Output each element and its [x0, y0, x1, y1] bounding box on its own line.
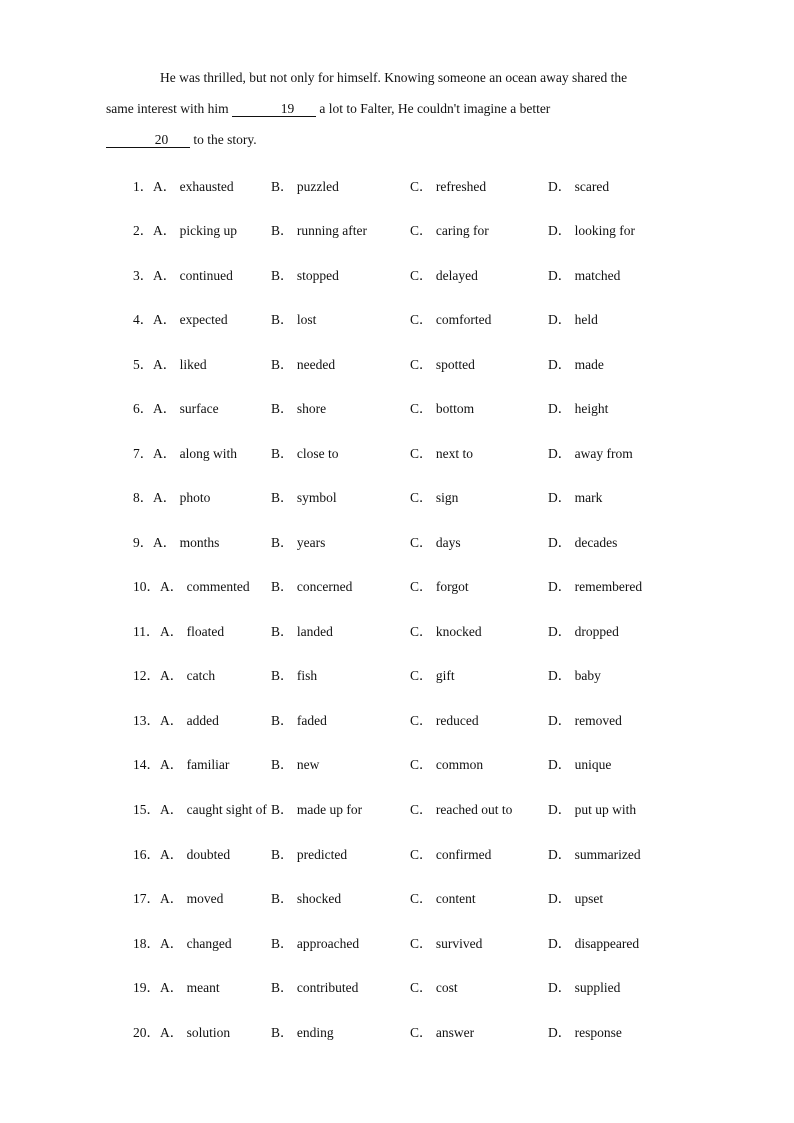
option-b: B． years	[271, 535, 326, 550]
option-d: D． supplied	[548, 980, 621, 995]
option-a: A． doubted	[160, 847, 231, 862]
option-d: D． upset	[548, 891, 604, 906]
option-a: A． commented	[160, 579, 250, 594]
passage-line-2-end: a lot to Falter, He couldn't imagine a better	[315, 101, 551, 116]
option-d: D． matched	[548, 268, 621, 283]
option-d: D． away from	[548, 446, 633, 461]
question-number: 18．	[133, 936, 160, 951]
question-number: 20．	[133, 1025, 160, 1040]
option-d: D． mark	[548, 490, 603, 505]
option-d: D． unique	[548, 757, 612, 772]
question-number: 6．	[133, 401, 154, 416]
question-row	[133, 932, 693, 952]
question-row	[133, 397, 693, 417]
option-c: C． common	[410, 757, 484, 772]
option-c: C． next to	[410, 446, 473, 461]
question-row	[133, 486, 693, 506]
option-d: D． disappeared	[548, 936, 640, 951]
option-a: A． caught sight of	[160, 802, 267, 817]
option-b: B． landed	[271, 624, 333, 639]
option-b: B． symbol	[271, 490, 337, 505]
question-row	[133, 575, 693, 595]
option-b: B． running after	[271, 223, 367, 238]
question-row	[133, 709, 693, 729]
option-c: C． gift	[410, 668, 455, 683]
option-b: B． made up for	[271, 802, 363, 817]
option-a: A． catch	[160, 668, 216, 683]
option-b: B． close to	[271, 446, 339, 461]
question-number: 10．	[133, 579, 160, 594]
option-a: A． changed	[160, 936, 232, 951]
option-d: D． decades	[548, 535, 618, 550]
question-row	[133, 175, 693, 195]
option-b: B． fish	[271, 668, 318, 683]
question-number: 4．	[133, 312, 154, 327]
option-d: D． scared	[548, 179, 610, 194]
option-a: A． solution	[160, 1025, 231, 1040]
question-number: 17．	[133, 891, 160, 906]
option-b: B． puzzled	[271, 179, 339, 194]
option-a: A． expected	[153, 312, 228, 327]
passage-paragraph	[106, 62, 653, 155]
option-c: C． survived	[410, 936, 483, 951]
option-c: C． cost	[410, 980, 458, 995]
question-row	[133, 664, 693, 684]
question-number: 3．	[133, 268, 154, 283]
option-c: C． spotted	[410, 357, 475, 372]
option-a: A． picking up	[153, 223, 237, 238]
passage-line-1: He was thrilled, but not only for himself. Knowing someone an ocean away shared the	[160, 70, 628, 85]
passage-line-3-end: to the story.	[190, 132, 257, 147]
question-row	[133, 976, 693, 996]
question-row	[133, 620, 693, 640]
option-a: A． moved	[160, 891, 224, 906]
option-b: B． stopped	[271, 268, 339, 283]
option-c: C． answer	[410, 1025, 475, 1040]
option-c: C． days	[410, 535, 461, 550]
blank-19: 19	[232, 102, 316, 117]
option-d: D． baby	[548, 668, 601, 683]
question-number: 1．	[133, 179, 154, 194]
option-a: A． exhausted	[153, 179, 234, 194]
question-row	[133, 1021, 693, 1041]
option-c: C． delayed	[410, 268, 478, 283]
option-c: C． forgot	[410, 579, 469, 594]
option-d: D． looking for	[548, 223, 635, 238]
option-d: D． height	[548, 401, 609, 416]
question-row	[133, 798, 693, 818]
option-c: C． knocked	[410, 624, 482, 639]
option-b: B． shocked	[271, 891, 342, 906]
option-b: B． predicted	[271, 847, 348, 862]
option-a: A． floated	[160, 624, 225, 639]
question-row	[133, 353, 693, 373]
option-d: D． dropped	[548, 624, 619, 639]
question-number: 16．	[133, 847, 160, 862]
option-a: A． meant	[160, 980, 220, 995]
option-d: D． held	[548, 312, 598, 327]
question-number: 11．	[133, 624, 160, 639]
question-row	[133, 219, 693, 239]
option-a: A． liked	[153, 357, 207, 372]
option-d: D． made	[548, 357, 604, 372]
option-d: D． remembered	[548, 579, 643, 594]
question-number: 7．	[133, 446, 154, 461]
option-b: B． faded	[271, 713, 327, 728]
question-number: 13．	[133, 713, 160, 728]
option-b: B． shore	[271, 401, 327, 416]
option-a: A． months	[153, 535, 220, 550]
option-c: C． reached out to	[410, 802, 513, 817]
option-d: D． removed	[548, 713, 622, 728]
option-c: C． bottom	[410, 401, 475, 416]
option-c: C． caring for	[410, 223, 489, 238]
passage	[106, 62, 653, 155]
option-c: C． comforted	[410, 312, 492, 327]
option-c: C． refreshed	[410, 179, 487, 194]
option-a: A． continued	[153, 268, 233, 283]
option-b: B． contributed	[271, 980, 359, 995]
question-row	[133, 843, 693, 863]
question-row	[133, 442, 693, 462]
option-b: B． concerned	[271, 579, 353, 594]
option-a: A． photo	[153, 490, 211, 505]
option-c: C． sign	[410, 490, 459, 505]
option-a: A． added	[160, 713, 219, 728]
question-number: 9．	[133, 535, 154, 550]
question-number: 14．	[133, 757, 160, 772]
option-b: B． new	[271, 757, 320, 772]
option-b: B． lost	[271, 312, 317, 327]
question-row	[133, 887, 693, 907]
question-row	[133, 308, 693, 328]
question-row	[133, 753, 693, 773]
question-number: 2．	[133, 223, 154, 238]
question-number: 12．	[133, 668, 160, 683]
option-c: C． confirmed	[410, 847, 492, 862]
option-c: C． content	[410, 891, 476, 906]
option-b: B． approached	[271, 936, 360, 951]
question-number: 5．	[133, 357, 154, 372]
passage-line-2-start: same interest with him	[106, 101, 232, 116]
question-number: 19．	[133, 980, 160, 995]
option-a: A． surface	[153, 401, 219, 416]
option-c: C． reduced	[410, 713, 479, 728]
question-row	[133, 531, 693, 551]
option-b: B． needed	[271, 357, 336, 372]
option-a: A． familiar	[160, 757, 230, 772]
option-d: D． response	[548, 1025, 622, 1040]
question-number: 8．	[133, 490, 154, 505]
option-d: D． summarized	[548, 847, 641, 862]
option-d: D． put up with	[548, 802, 637, 817]
blank-20: 20	[106, 133, 190, 148]
question-number: 15．	[133, 802, 160, 817]
question-row	[133, 264, 693, 284]
option-a: A． along with	[153, 446, 237, 461]
option-b: B． ending	[271, 1025, 334, 1040]
